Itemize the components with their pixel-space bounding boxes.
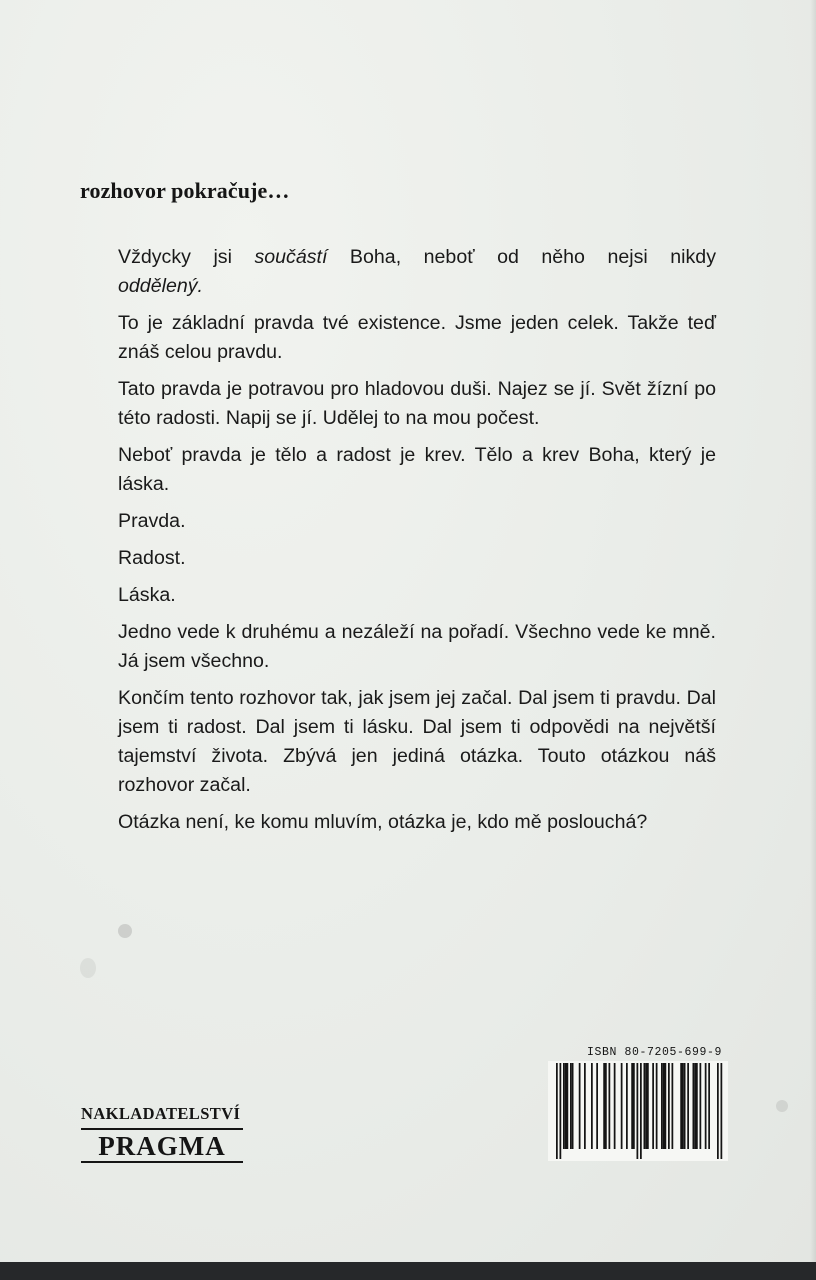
barcode-bar — [665, 1063, 667, 1149]
barcode-bar — [700, 1063, 702, 1149]
barcode-bar — [687, 1063, 689, 1149]
paragraph-line — [118, 243, 716, 272]
paragraph: Tato pravda je potravou pro hladovou duši. Najez se jí. Svět žízní po této radosti. Napij se jí. Udělej to na mou počest. — [118, 378, 716, 429]
scan-border — [0, 1262, 816, 1280]
barcode-bars — [548, 1061, 728, 1161]
barcode-image — [548, 1061, 728, 1161]
publisher-label: NAKLADATELSTVÍ — [81, 1104, 241, 1123]
barcode-bar — [652, 1063, 654, 1149]
barcode-bar — [570, 1063, 572, 1149]
paragraph: Pravda. — [118, 510, 186, 532]
barcode-bar — [663, 1063, 665, 1149]
logo-rule — [81, 1128, 243, 1130]
publisher-name: PRAGMA — [98, 1131, 226, 1161]
barcode-bar — [682, 1063, 684, 1149]
barcode-bar — [721, 1063, 723, 1159]
barcode-bar — [584, 1063, 586, 1149]
barcode-bar — [565, 1063, 567, 1149]
barcode-bar — [572, 1063, 574, 1149]
barcode-bar — [647, 1063, 649, 1149]
barcode-bar — [672, 1063, 674, 1149]
barcode-bar — [603, 1063, 605, 1149]
barcode-bar — [656, 1063, 658, 1149]
paragraph: Končím tento rozhovor tak, jak jsem jej začal. Dal jsem ti pravdu. Dal jsem ti radost. Dal jsem ti lásku. Dal jsem ti odpovědi na největší tajemství života. Zbývá jen jediná otázka. Touto otázkou náš rozhovor začal. — [118, 687, 716, 796]
paragraph: Radost. — [118, 547, 186, 569]
paragraph: Láska. — [118, 584, 176, 606]
paragraph: Jedno vede k druhému a nezáleží na pořadí. Všechno vede ke mně. Já jsem všechno. — [118, 621, 716, 672]
barcode-bar — [614, 1063, 616, 1149]
stain-mark — [776, 1100, 788, 1112]
stain-mark — [80, 958, 96, 978]
barcode-bar — [556, 1063, 558, 1159]
barcode-bar — [640, 1063, 642, 1159]
logo-rule — [81, 1161, 243, 1163]
barcode-bar — [693, 1063, 695, 1149]
barcode-bar — [560, 1063, 562, 1159]
barcode-bar — [708, 1063, 710, 1149]
barcode-bar — [680, 1063, 682, 1149]
barcode-bar — [621, 1063, 623, 1149]
barcode-bar — [717, 1063, 719, 1159]
paragraph: To je základní pravda tvé existence. Jsme jeden celek. Takže teď znáš celou pravdu. — [118, 312, 716, 363]
text-span: Boha, neboť od něho nejsi nikdy — [327, 246, 716, 268]
barcode-bar — [645, 1063, 647, 1149]
emphasis-text: oddělený. — [118, 275, 203, 297]
barcode-bar — [563, 1063, 565, 1149]
page-edge-shadow — [810, 0, 816, 1262]
stain-mark — [118, 924, 132, 938]
paragraph: Neboť pravda je tělo a radost je krev. Tělo a krev Boha, který je láska. — [118, 444, 716, 495]
barcode-bar — [609, 1063, 611, 1149]
barcode-bar — [579, 1063, 581, 1149]
barcode-bar — [644, 1063, 646, 1149]
barcode-bar — [631, 1063, 633, 1149]
text-span: Vždycky jsi — [118, 246, 255, 268]
barcode-bar — [637, 1063, 639, 1159]
barcode-bar — [605, 1063, 607, 1149]
barcode-bar — [626, 1063, 628, 1149]
barcode-bar — [684, 1063, 686, 1149]
isbn-text: ISBN 80-7205-699-9 — [586, 1046, 722, 1059]
barcode-bar — [567, 1063, 569, 1149]
section-heading: rozhovor pokračuje… — [80, 178, 290, 203]
paragraph — [118, 243, 716, 301]
barcode-bar — [596, 1063, 598, 1149]
emphasis-text: součástí — [254, 246, 328, 268]
barcode-block — [548, 1046, 728, 1164]
barcode-bar — [591, 1063, 593, 1149]
barcode-bar — [705, 1063, 707, 1149]
barcode-bar — [694, 1063, 696, 1149]
publisher-logo — [81, 1128, 245, 1164]
publisher-block — [81, 1104, 245, 1164]
barcode-bar — [668, 1063, 670, 1149]
paragraph: Otázka není, ke komu mluvím, otázka je, kdo mě poslouchá? — [118, 811, 648, 833]
barcode-bar — [661, 1063, 663, 1149]
barcode-bar — [696, 1063, 698, 1149]
barcode-bar — [633, 1063, 635, 1149]
body-text — [118, 243, 716, 845]
